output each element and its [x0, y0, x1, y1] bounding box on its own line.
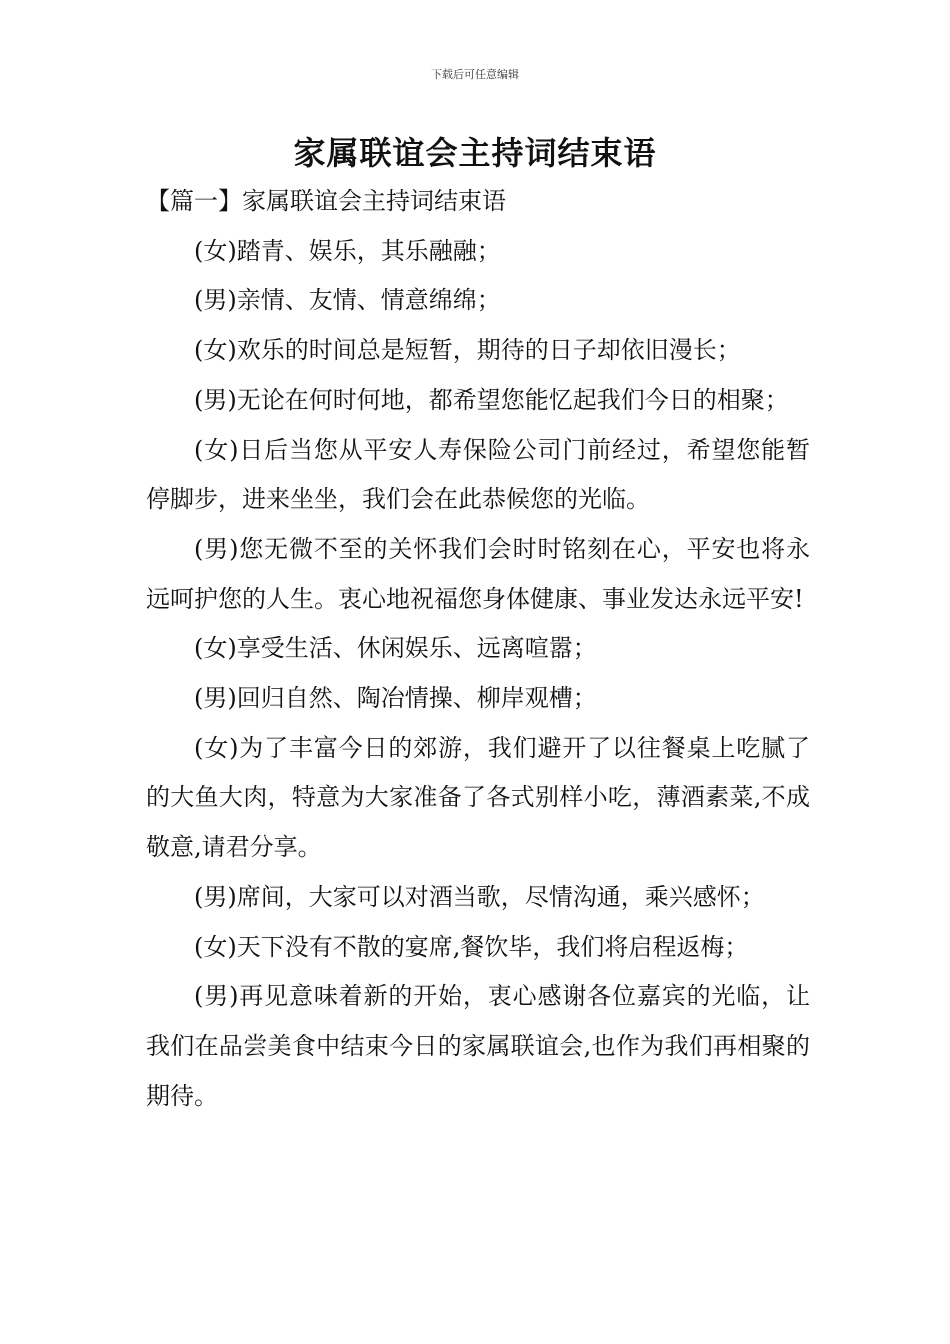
paragraph: (男)席间，大家可以对酒当歌，尽情沟通，乘兴感怀；: [194, 882, 765, 911]
paragraph: (女)为了丰富今日的郊游，我们避开了以往餐桌上吃腻了的大鱼大肉，特意为大家准备了各式别样小吃，薄酒素菜,不成敬意,请君分享。: [146, 733, 810, 862]
document-title: 家属联谊会主持词结束语: [293, 134, 657, 172]
paragraph: (男)您无微不至的关怀我们会时时铭刻在心，平安也将永远呵护您的人生。衷心地祝福您身体健康、事业发达永远平安!: [146, 534, 810, 613]
paragraph: (女)欢乐的时间总是短暂，期待的日子却依旧漫长；: [194, 336, 741, 365]
document-body: [146, 177, 810, 1121]
paragraph: (女)踏青、娱乐，其乐融融；: [194, 236, 501, 265]
paragraph: (女)日后当您从平安人寿保险公司门前经过，希望您能暂停脚步，进来坐坐，我们会在此恭候您的光临。: [146, 435, 810, 514]
paragraph: (男)无论在何时何地，都希望您能忆起我们今日的相聚；: [194, 385, 789, 414]
paragraph: (男)回归自然、陶冶情操、柳岸观槽；: [194, 684, 597, 713]
paragraph: (女)天下没有不散的宴席,餐饮毕，我们将启程返梅；: [194, 932, 749, 961]
paragraph: (男)再见意味着新的开始，衷心感谢各位嘉宾的光临，让我们在品尝美食中结束今日的家属联谊会,也作为我们再相聚的期待。: [146, 982, 810, 1110]
section-heading: 【篇一】家属联谊会主持词结束语: [146, 187, 506, 215]
paragraph: (女)享受生活、休闲娱乐、远离喧嚣；: [194, 634, 597, 663]
header-note: 下载后可任意编辑: [431, 68, 519, 81]
paragraph: (男)亲情、友情、情意绵绵；: [194, 286, 501, 315]
